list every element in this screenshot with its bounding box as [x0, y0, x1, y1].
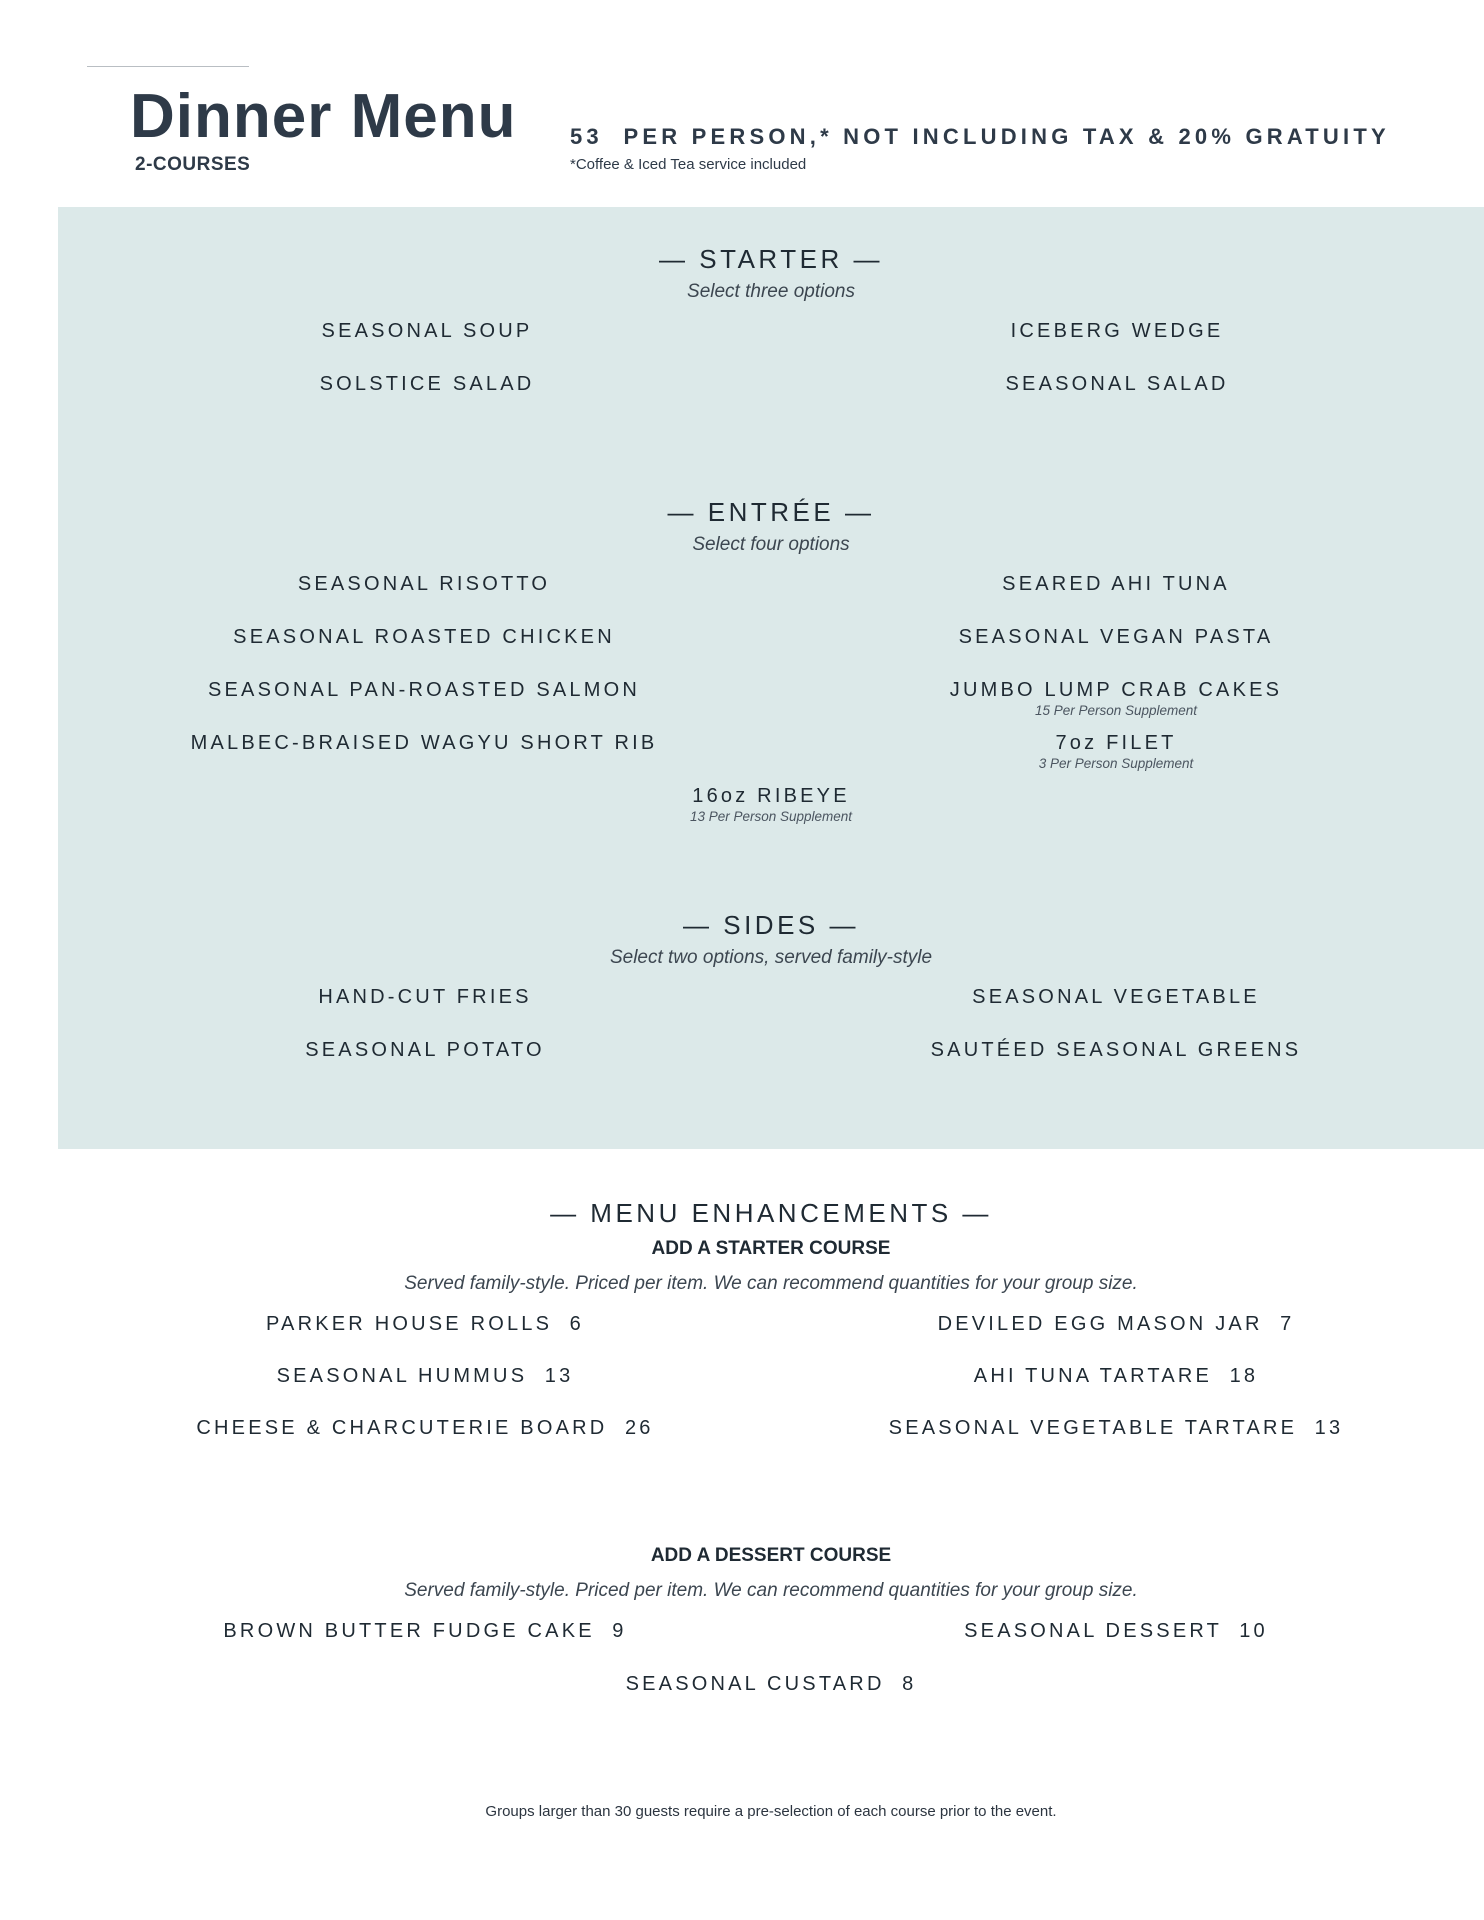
- entree-item: 16oz RIBEYE: [692, 785, 850, 807]
- starter-item: SOLSTICE SALAD: [319, 373, 535, 395]
- page-title: Dinner Menu: [130, 82, 517, 151]
- entree-heading: — ENTRÉE —: [667, 497, 875, 527]
- entree-supplement-note: 15 Per Person Supplement: [1034, 703, 1198, 718]
- dessert-item: SEASONAL DESSERT 10: [964, 1620, 1268, 1642]
- entree-item: 7oz FILET: [1055, 732, 1177, 754]
- enhancements-heading: — MENU ENHANCEMENTS —: [550, 1198, 992, 1228]
- sides-instruction: Select two options, served family-style: [609, 947, 933, 968]
- footer-note: Groups larger than 30 guests require a pre-selection of each course prior to the event.: [485, 1803, 1057, 1820]
- entree-item: SEASONAL RISOTTO: [297, 573, 551, 595]
- menu-choices-panel: [58, 207, 1484, 1149]
- starter-instruction: Select three options: [687, 281, 855, 302]
- sides-heading: — SIDES —: [683, 910, 859, 940]
- starter-course-instruction: Served family-style. Priced per item. We can recommend quantities for your group size.: [404, 1273, 1138, 1294]
- dessert-course-instruction: Served family-style. Priced per item. We can recommend quantities for your group size.: [404, 1580, 1138, 1601]
- entree-item: SEARED AHI TUNA: [1002, 573, 1230, 595]
- starter-item: ICEBERG WEDGE: [1010, 320, 1224, 342]
- entree-instruction: Select four options: [692, 534, 850, 555]
- entree-item: SEASONAL VEGAN PASTA: [958, 626, 1274, 648]
- dessert-course-title: ADD A DESSERT COURSE: [650, 1545, 892, 1566]
- enhancement-item: PARKER HOUSE ROLLS 6: [265, 1313, 585, 1335]
- starter-course-title: ADD A STARTER COURSE: [651, 1238, 891, 1259]
- entree-supplement-note: 13 Per Person Supplement: [689, 809, 853, 824]
- entree-supplement-note: 3 Per Person Supplement: [1038, 756, 1194, 771]
- sides-item: SEASONAL POTATO: [305, 1039, 545, 1061]
- courses-label: 2-COURSES: [135, 154, 251, 175]
- starter-item: SEASONAL SALAD: [1005, 373, 1229, 395]
- price-note: *Coffee & Iced Tea service included: [570, 156, 807, 173]
- dessert-item: BROWN BUTTER FUDGE CAKE 9: [223, 1620, 627, 1642]
- top-rule: [87, 66, 249, 67]
- enhancement-item: AHI TUNA TARTARE 18: [973, 1365, 1259, 1387]
- sides-item: SEASONAL VEGETABLE: [972, 986, 1260, 1008]
- starter-item: SEASONAL SOUP: [321, 320, 533, 342]
- enhancement-item: SEASONAL VEGETABLE TARTARE 13: [888, 1417, 1344, 1439]
- entree-item: SEASONAL ROASTED CHICKEN: [233, 626, 615, 648]
- sides-item: HAND-CUT FRIES: [318, 986, 532, 1008]
- enhancement-item: DEVILED EGG MASON JAR 7: [937, 1313, 1295, 1335]
- entree-item: MALBEC-BRAISED WAGYU SHORT RIB: [190, 732, 658, 754]
- entree-item: SEASONAL PAN-ROASTED SALMON: [207, 679, 641, 701]
- enhancement-item: SEASONAL HUMMUS 13: [276, 1365, 574, 1387]
- sides-item: SAUTÉED SEASONAL GREENS: [930, 1039, 1302, 1061]
- entree-item: JUMBO LUMP CRAB CAKES: [949, 679, 1283, 701]
- enhancement-item: CHEESE & CHARCUTERIE BOARD 26: [196, 1417, 654, 1439]
- dessert-item: SEASONAL CUSTARD 8: [625, 1673, 917, 1695]
- starter-heading: — STARTER —: [659, 244, 883, 274]
- price-line: 53 PER PERSON,* NOT INCLUDING TAX & 20% GRATUITY: [570, 124, 1390, 149]
